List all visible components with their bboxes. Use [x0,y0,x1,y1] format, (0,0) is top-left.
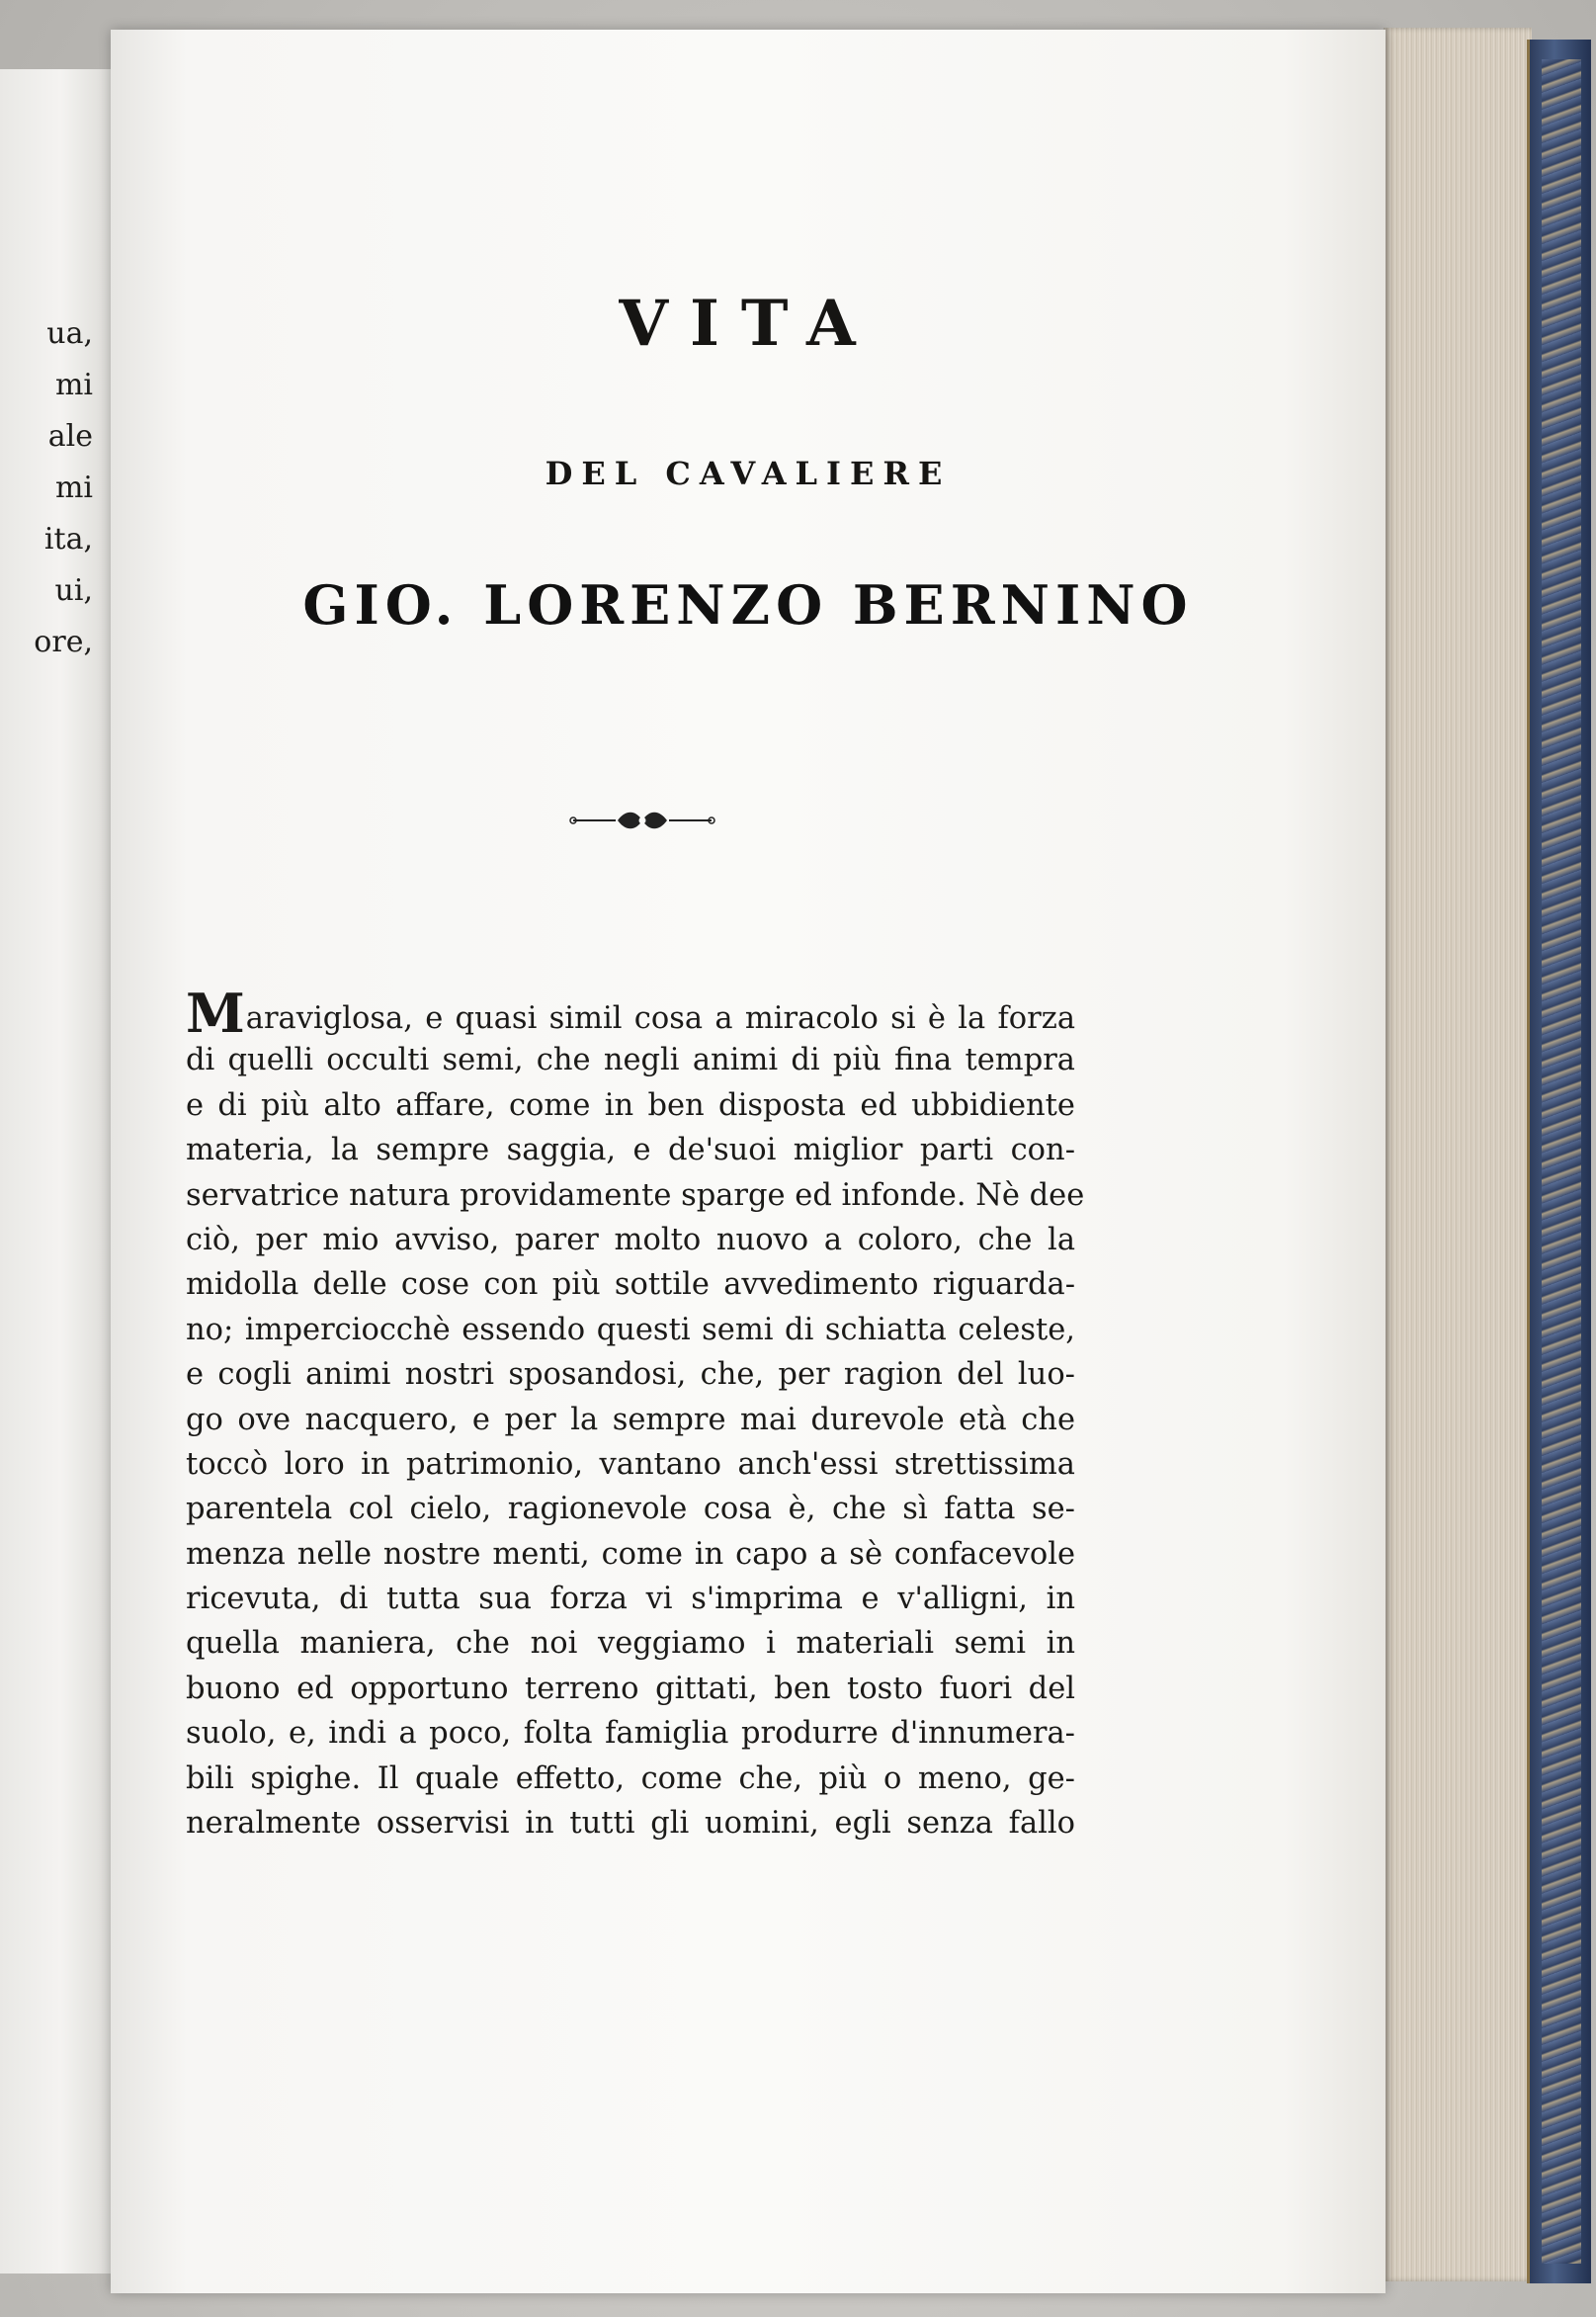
body-line: servatrice natura providamente sparge ed infonde. Nè dee [186,1177,1085,1213]
body-line: e di più alto affare, come in ben disposta ed ubbidiente [186,1087,1075,1123]
body-line: go ove nacquero, e per la sempre mai durevole età che [186,1402,1075,1437]
left-page-fragment: ui, [54,573,93,608]
body-line: buono ed opportuno terreno gittati, ben tosto fuori del [186,1671,1075,1706]
title-name: GIO. LORENZO BERNINO [302,573,1194,637]
body-line: e cogli animi nostri sposandosi, che, per ragion del luo- [186,1357,1075,1393]
body-line: ricevuta, di tutta sua forza vi s'imprima e v'alligni, in [186,1582,1075,1617]
body-line: di quelli occulti semi, che negli animi di più fina tempra [186,1043,1075,1078]
body-text [186,982,1085,1845]
left-page-fragment: ore, [34,625,93,659]
marbled-cover-edge [1542,59,1581,2264]
body-line: no; imperciocchè essendo questi semi di schiatta celeste, [186,1312,1075,1347]
left-page-fragment: ita, [43,522,93,557]
body-line: menza nelle nostre menti, come in capo a sè confacevole [186,1536,1075,1572]
title-del-cavaliere: DEL CAVALIERE [545,455,952,492]
body-line: parentela col cielo, ragionevole cosa è, che sì fatta se- [186,1492,1075,1527]
body-line: quella maniera, che noi veggiamo i materiali semi in [186,1626,1075,1662]
page-edges [1384,28,1532,2281]
body-line: ciò, per mio avviso, parer molto nuovo a coloro, che la [186,1222,1075,1257]
body-line: toccò loro in patrimonio, vantano anch'essi strettissima [186,1446,1075,1482]
left-page-fragment: mi [54,471,93,505]
left-page-fragment: ua, [46,316,93,351]
body-line: neralmente osservisi in tutti gli uomini, egli senza fallo [186,1806,1075,1842]
body-line: materia, la sempre saggia, e de'suoi miglior parti con- [186,1133,1075,1168]
left-page-fragment: ale [47,419,93,454]
body-line-first [186,982,1075,1045]
title-vita: VITA [619,287,878,361]
previous-page [0,69,112,2274]
ornament-divider-icon [568,806,716,835]
left-page-fragment: mi [54,368,93,402]
first-line-text: araviglosa, e quasi simil cosa a miracolo si è la forza [245,1001,1075,1036]
drop-cap: M [186,982,245,1045]
body-line: suolo, e, indi a poco, folta famiglia produrre d'innumera- [186,1716,1075,1752]
body-line: bili spighe. Il quale effetto, come che, più o meno, ge- [186,1760,1075,1796]
body-line: midolla delle cose con più sottile avvedimento riguarda- [186,1267,1075,1303]
